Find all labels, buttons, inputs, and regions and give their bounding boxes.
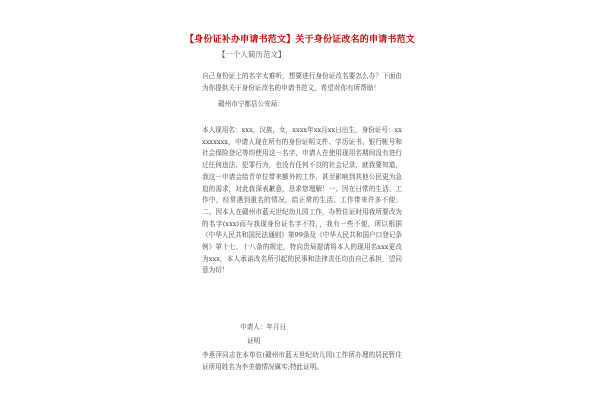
addressee-line: 赣州市宁都县公安局： — [218, 100, 284, 108]
document-subtitle: 【一个人简历范文】 — [218, 50, 286, 59]
intro-paragraph: 自己身份证上的名字太难听，想要进行身份证改名要怎么办？下面由为你提供关于身份证改名的申请书范文，希望对你有所帮助！ — [202, 72, 402, 92]
document-title: 【身份证补办申请书范文】关于身份证改名的申请书范文 — [184, 35, 415, 45]
certificate-paragraph: 李燕萍同志在本单位(赣州市蓝天世纪幼儿园)工作所办理的居民暂住证所用姓名为李美德情况属实;特此证明。 — [202, 351, 402, 371]
body-paragraph: 本人现用名：xxx，汉族，女，xxxx年xx月xx日出生，身份证号：xxxxxxxxx，申请人现在所有的身份证明文件、学历证书、银行帐号和社会保险登记等均使用这一名字，申请人在使用现用名期间没有进行过任何违法、犯罪行为，也没有任何不良的社会记录，就我要知道，我这一申请会给青单位带来额外的工作，甚至影响到其他公民更为急迫的需求，对此我深表歉意，恳求您理解！一、因在日常的生活、工作中，经常遇到重名的情况，给正常的生活、工作带来许多不便；二、因本人在赣州市蓝天世纪幼儿园工作，办暂住证时用我所要改为的名字(xxx)而与我现身份证名字不符，，我有一些不便，所以根据《中华人民共和国民法通则》第99条及《中华人民共和国户口登记条例》第十七、十八条的规定，特向贵局提请将本人的现用名xxx更改为xxx，本人承诺改名所引起的民事和法律责任均由自己承担，望同意为切！ — [202, 126, 402, 275]
proof-heading: 证明 — [247, 337, 261, 345]
applicant-date-line: 申请人：年月日 — [240, 323, 287, 331]
